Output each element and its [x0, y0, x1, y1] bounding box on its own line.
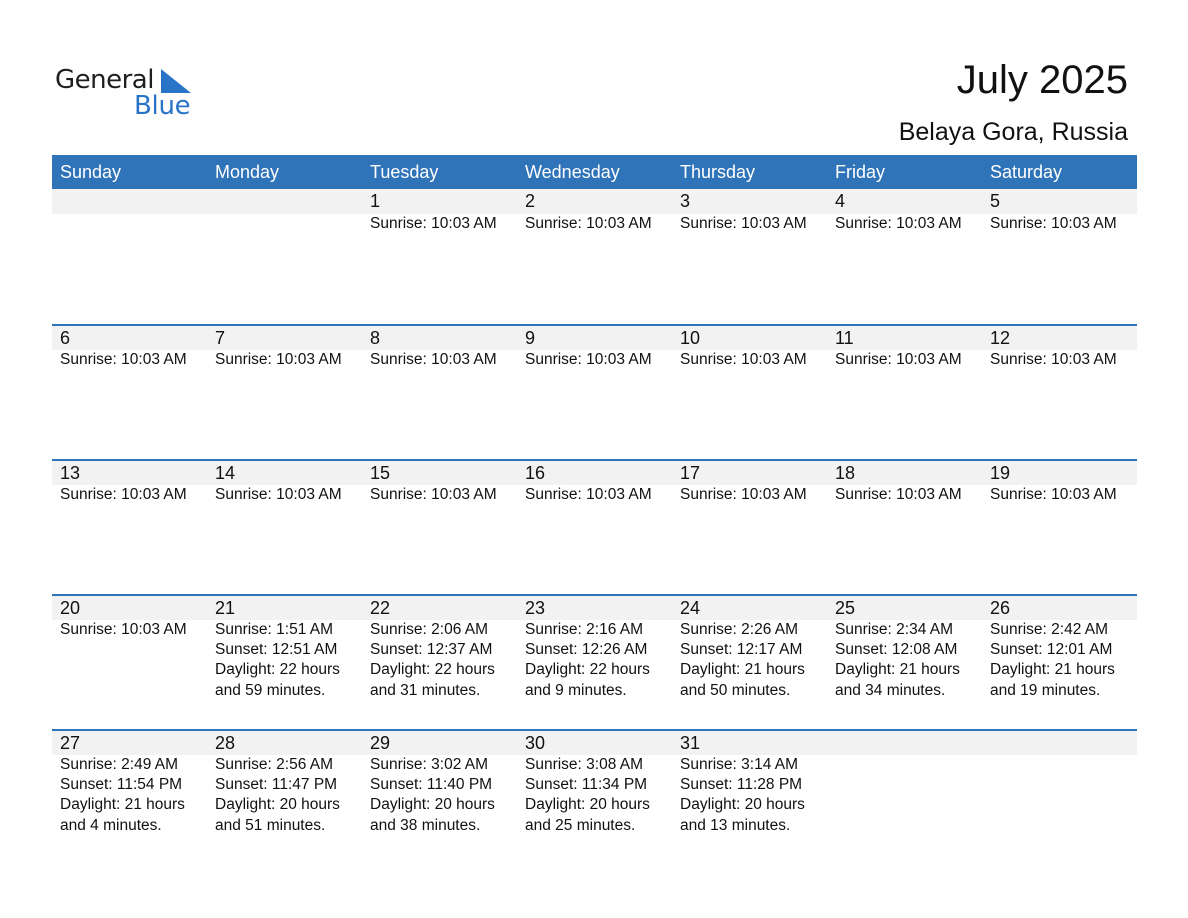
day-number: 17 [680, 463, 701, 483]
day-number: 1 [370, 191, 381, 211]
day-number: 12 [990, 328, 1011, 348]
sunrise-text: Sunrise: 10:03 AM [370, 215, 497, 232]
day-cell [52, 596, 207, 701]
location-subtitle: Belaya Gora, Russia [898, 118, 1128, 146]
day-cell [517, 326, 672, 370]
day-number: 20 [60, 598, 81, 618]
daylight-duration-text: and 4 minutes. [60, 816, 162, 834]
daylight-duration-text: and 9 minutes. [525, 681, 627, 699]
day-cell [207, 461, 362, 505]
day-cell [207, 596, 362, 701]
sunrise-text: Sunrise: 10:03 AM [990, 486, 1117, 503]
week-days [52, 326, 1137, 370]
weekday-header-sunday: Sunday [60, 162, 122, 182]
sunrise-text: Sunrise: 10:03 AM [60, 486, 187, 503]
daylight-text: Daylight: 21 hours [680, 661, 805, 679]
weekday-header-thursday: Thursday [680, 162, 756, 182]
daylight-text: Daylight: 21 hours [835, 661, 960, 679]
day-cell [517, 189, 672, 234]
weekday-header-saturday: Saturday [990, 162, 1063, 182]
daylight-duration-text: and 13 minutes. [680, 816, 791, 834]
page-title: July 2025 [956, 58, 1128, 102]
day-number: 18 [835, 463, 856, 483]
day-cell [517, 731, 672, 836]
day-number: 22 [370, 598, 391, 618]
day-cell [362, 731, 517, 836]
daylight-text: Daylight: 20 hours [370, 796, 495, 814]
day-number: 5 [990, 191, 1001, 211]
sunset-text: Sunset: 11:54 PM [60, 776, 183, 794]
day-cell [672, 596, 827, 701]
day-number: 9 [525, 328, 536, 348]
weekday-header-friday: Friday [835, 162, 886, 182]
sunrise-text: Sunrise: 3:02 AM [370, 756, 489, 773]
day-number: 31 [680, 733, 701, 753]
sunrise-text: Sunrise: 10:03 AM [990, 215, 1117, 232]
day-cell [982, 596, 1137, 701]
sunrise-text: Sunrise: 10:03 AM [680, 351, 807, 368]
day-number: 27 [60, 733, 81, 753]
week-days [52, 731, 1137, 836]
sunrise-text: Sunrise: 10:03 AM [370, 486, 497, 503]
sunset-text: Sunset: 12:26 AM [525, 641, 648, 659]
empty-day-cell [207, 189, 362, 234]
day-number: 30 [525, 733, 546, 753]
day-cell [672, 461, 827, 505]
day-number: 11 [835, 328, 854, 348]
day-number: 15 [370, 463, 391, 483]
sunrise-text: Sunrise: 10:03 AM [525, 486, 652, 503]
sunrise-text: Sunrise: 2:26 AM [680, 621, 799, 638]
sunrise-text: Sunrise: 2:49 AM [60, 756, 179, 773]
week-days [52, 461, 1137, 505]
logo-word-general: General [55, 65, 154, 95]
day-cell [207, 731, 362, 836]
day-cell [827, 189, 982, 234]
empty-day-cell [827, 731, 982, 836]
sunset-text: Sunset: 12:37 AM [370, 641, 493, 659]
daylight-text: Daylight: 20 hours [525, 796, 650, 814]
day-number [990, 731, 1137, 755]
sunrise-text: Sunrise: 10:03 AM [835, 215, 962, 232]
calendar-grid [52, 155, 1137, 864]
day-number: 25 [835, 598, 856, 618]
sunrise-text: Sunrise: 10:03 AM [60, 621, 187, 638]
day-number: 6 [60, 328, 71, 348]
day-number: 23 [525, 598, 546, 618]
week-row [52, 729, 1137, 864]
daylight-duration-text: and 34 minutes. [835, 681, 946, 699]
day-number: 8 [370, 328, 381, 348]
daylight-duration-text: and 50 minutes. [680, 681, 791, 699]
sunrise-text: Sunrise: 2:16 AM [525, 621, 644, 638]
sunrise-text: Sunrise: 2:06 AM [370, 621, 489, 638]
sunset-text: Sunset: 11:34 PM [525, 776, 648, 794]
day-number: 26 [990, 598, 1011, 618]
weekday-header-wednesday: Wednesday [525, 162, 620, 182]
daylight-text: Daylight: 22 hours [370, 661, 495, 679]
logo [55, 64, 205, 124]
sunrise-text: Sunrise: 10:03 AM [215, 351, 342, 368]
day-cell [982, 189, 1137, 234]
sunrise-text: Sunrise: 1:51 AM [215, 621, 334, 638]
sunset-text: Sunset: 12:01 AM [990, 641, 1113, 659]
daylight-duration-text: and 59 minutes. [215, 681, 326, 699]
sunset-text: Sunset: 11:40 PM [370, 776, 493, 794]
sunrise-text: Sunrise: 10:03 AM [215, 486, 342, 503]
day-number: 24 [680, 598, 701, 618]
day-cell [827, 461, 982, 505]
week-days [52, 596, 1137, 701]
week-row [52, 594, 1137, 729]
sunrise-text: Sunrise: 3:14 AM [680, 756, 799, 773]
daylight-duration-text: and 25 minutes. [525, 816, 636, 834]
weekday-header-row [52, 155, 1137, 189]
daylight-text: Daylight: 22 hours [215, 661, 340, 679]
weeks-container [52, 189, 1137, 864]
daylight-duration-text: and 19 minutes. [990, 681, 1101, 699]
sunset-text: Sunset: 12:17 AM [680, 641, 803, 659]
sunrise-text: Sunrise: 2:34 AM [835, 621, 954, 638]
sunrise-text: Sunrise: 10:03 AM [370, 351, 497, 368]
daylight-text: Daylight: 20 hours [215, 796, 340, 814]
sunset-text: Sunset: 11:47 PM [215, 776, 338, 794]
day-cell [517, 596, 672, 701]
sunrise-text: Sunrise: 10:03 AM [835, 486, 962, 503]
sunset-text: Sunset: 12:08 AM [835, 641, 958, 659]
weekday-header-tuesday: Tuesday [370, 162, 439, 182]
day-number: 13 [60, 463, 81, 483]
day-number: 14 [215, 463, 236, 483]
daylight-duration-text: and 31 minutes. [370, 681, 481, 699]
week-days [52, 189, 1137, 234]
daylight-text: Daylight: 20 hours [680, 796, 805, 814]
daylight-text: Daylight: 22 hours [525, 661, 650, 679]
sunrise-text: Sunrise: 2:42 AM [990, 621, 1109, 638]
sunrise-text: Sunrise: 10:03 AM [525, 351, 652, 368]
day-cell [362, 189, 517, 234]
day-cell [52, 731, 207, 836]
day-cell [672, 731, 827, 836]
daylight-text: Daylight: 21 hours [990, 661, 1115, 679]
sunset-text: Sunset: 11:28 PM [680, 776, 803, 794]
day-cell [672, 326, 827, 370]
day-cell [982, 326, 1137, 370]
day-cell [52, 461, 207, 505]
sunrise-text: Sunrise: 10:03 AM [60, 351, 187, 368]
week-row [52, 324, 1137, 459]
weekday-header-monday: Monday [215, 162, 280, 182]
sunrise-text: Sunrise: 3:08 AM [525, 756, 644, 773]
empty-day-cell [982, 731, 1137, 836]
day-cell [517, 461, 672, 505]
sunrise-text: Sunrise: 10:03 AM [525, 215, 652, 232]
day-cell [672, 189, 827, 234]
sunset-text: Sunset: 12:51 AM [215, 641, 338, 659]
day-number: 10 [680, 328, 701, 348]
day-number: 3 [680, 191, 691, 211]
sunrise-text: Sunrise: 10:03 AM [680, 215, 807, 232]
day-cell [982, 461, 1137, 505]
week-row [52, 189, 1137, 324]
sunrise-text: Sunrise: 2:56 AM [215, 756, 334, 773]
day-number: 2 [525, 191, 536, 211]
day-number: 4 [835, 191, 846, 211]
sunrise-text: Sunrise: 10:03 AM [835, 351, 962, 368]
day-number: 29 [370, 733, 391, 753]
day-number: 21 [215, 598, 236, 618]
day-number [835, 731, 982, 755]
logo-word-blue: Blue [134, 91, 191, 121]
sunrise-text: Sunrise: 10:03 AM [990, 351, 1117, 368]
day-cell [362, 461, 517, 505]
day-number [60, 189, 207, 214]
day-number: 16 [525, 463, 546, 483]
day-number [215, 189, 362, 214]
week-row [52, 459, 1137, 594]
day-cell [52, 326, 207, 370]
daylight-text: Daylight: 21 hours [60, 796, 185, 814]
empty-day-cell [52, 189, 207, 234]
day-cell [362, 326, 517, 370]
day-number: 19 [990, 463, 1011, 483]
day-cell [207, 326, 362, 370]
daylight-duration-text: and 38 minutes. [370, 816, 481, 834]
day-number: 7 [215, 328, 226, 348]
day-cell [827, 326, 982, 370]
day-cell [362, 596, 517, 701]
day-number: 28 [215, 733, 236, 753]
daylight-duration-text: and 51 minutes. [215, 816, 326, 834]
sunrise-text: Sunrise: 10:03 AM [680, 486, 807, 503]
day-cell [827, 596, 982, 701]
